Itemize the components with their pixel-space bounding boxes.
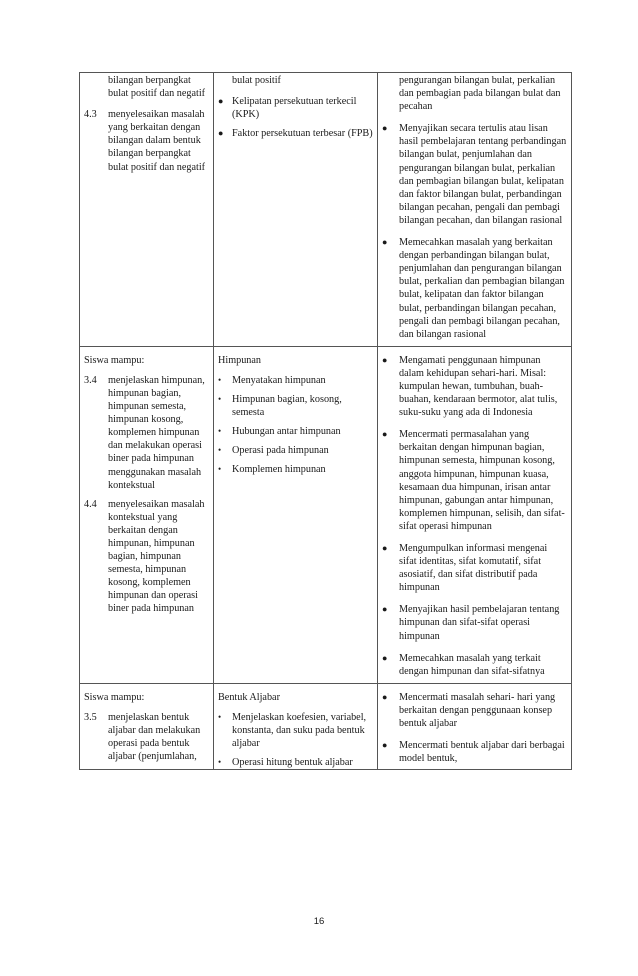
bullet-icon: ●	[382, 652, 388, 663]
bullet-icon: •	[218, 426, 222, 437]
pembelajaran-cell	[378, 683, 572, 769]
kompetensi-dasar-cell	[80, 346, 214, 683]
bullet-icon: ●	[218, 96, 224, 107]
kd-number: 4.4	[84, 498, 97, 510]
bullet-icon: ●	[382, 604, 388, 615]
materi-cell	[214, 346, 378, 683]
table-row	[80, 683, 572, 769]
continued-text: pengurangan bilangan bulat, perkalian dan pembagian pada bilangan bulat dan pecahan	[399, 75, 561, 113]
bullet-icon: ●	[382, 691, 388, 702]
row-lead: Siswa mampu:	[84, 691, 145, 703]
bullet-icon: ●	[382, 123, 388, 134]
list-item: ● Menyajikan secara tertulis atau lisan hasil pembelajaran tentang perbandingan bilangan bulat, penjumlahan dan pengurangan bilangan bulat, perkalian dan pembagian bilangan bulat, kelipatan dan faktor bilangan bulat, perbandingan bilangan pecahan, pengali dan pembagi bilangan pecahan, dan bilangan rasional	[382, 123, 567, 226]
list-item: • Hubungan antar himpunan	[218, 426, 341, 438]
list-item: • Operasi pada himpunan	[218, 445, 329, 457]
row-lead: Siswa mampu:	[84, 354, 145, 366]
topic-title: Bentuk Aljabar	[218, 691, 280, 703]
list-item: ● Mencermati masalah sehari- hari yang berkaitan dengan penggunaan konsep bentuk aljabar	[382, 691, 556, 730]
bullet-icon: •	[218, 374, 222, 385]
table-row	[80, 73, 572, 347]
list-item: • Menjelaskan koefesien, variabel, konstanta, dan suku pada bentuk aljabar	[218, 711, 367, 750]
list-item: ● Memecahkan masalah yang terkait dengan himpunan dan sifat-sifatnya	[382, 652, 545, 677]
list-item: ● Kelipatan persekutuan terkecil (KPK)	[218, 96, 357, 121]
list-item: ● Mencermati bentuk aljabar dari berbagai model bentuk,	[382, 740, 565, 765]
list-item: • Menyatakan himpunan	[218, 374, 326, 386]
table-row	[80, 346, 572, 683]
pembelajaran-cell	[378, 73, 572, 347]
list-item: ● Mengumpulkan informasi mengenai sifat identitas, sifat komutatif, sifat asosiatif, dan sifat distributif pada himpunan	[382, 543, 548, 594]
list-item: ● Mengamati penggunaan himpunan dalam kehidupan sehari-hari. Misal: kumpulan hewan, tumbuhan, buah-buahan, kendaraan bermotor, alat tulis, suku-suku yang ada di Indonesia	[382, 354, 558, 419]
bullet-icon: ●	[218, 128, 224, 139]
list-item: • Himpunan bagian, kosong, semesta	[218, 393, 342, 419]
kd-number: 3.5	[84, 711, 97, 723]
bullet-icon: ●	[382, 429, 388, 440]
bullet-icon: •	[218, 757, 222, 768]
curriculum-table	[79, 72, 572, 770]
page-number: 16	[313, 916, 325, 927]
materi-cell	[214, 683, 378, 769]
kd-item	[84, 108, 209, 173]
list-item: ● Menyajikan hasil pembelajaran tentang himpunan dan sifat-sifat operasi himpunan	[382, 604, 560, 642]
materi-cell	[214, 73, 378, 347]
list-item: ● Faktor persekutuan terbesar (FPB)	[218, 128, 373, 140]
kd-item	[84, 374, 209, 492]
bullet-icon: ●	[382, 740, 388, 751]
kd-text: menjelaskan bentuk aljabar dan melakukan operasi pada bentuk aljabar (penjumlahan,	[108, 711, 201, 763]
kompetensi-dasar-cell	[80, 73, 214, 347]
pembelajaran-cell	[378, 346, 572, 683]
bullet-icon: •	[218, 393, 222, 404]
bullet-icon: ●	[382, 237, 388, 248]
kd-item	[84, 711, 209, 763]
bullet-icon: •	[218, 464, 222, 475]
kd-number: 4.3	[84, 109, 97, 121]
kd-text: menyelesaikan masalah yang berkaitan dengan bilangan dalam bentuk bilangan berpangkat bulat positif dan negatif	[108, 109, 206, 173]
continued-text: bilangan berpangkat bulat positif dan negatif	[108, 75, 206, 100]
continued-text: bulat positif	[232, 75, 281, 86]
list-item: • Komplemen himpunan	[218, 464, 326, 476]
bullet-icon: •	[218, 711, 222, 722]
bullet-icon: ●	[382, 543, 388, 553]
list-item: ● Memecahkan masalah yang berkaitan dengan perbandingan bilangan bulat, penjumlahan dan pengurangan bilangan bulat, perkalian dan pembagian bilangan bulat, kelipatan dan faktor bilangan bulat, perbandingan bilangan pecahan, pengali dan pembagi bilangan pecahan, dan bilangan rasional	[382, 237, 565, 340]
list-item: ● Mencermati permasalahan yang berkaitan dengan himpunan bagian, himpunan semesta, himpunan kosong, anggota himpunan, himpunan kuasa, kesamaan dua himpunan, irisan antar himpunan, gabungan antar himpunan, komplemen himpunan, selisih, dan sifat-sifat operasi himpunan	[382, 429, 565, 532]
bullet-icon: •	[218, 445, 222, 456]
kd-number: 3.4	[84, 374, 97, 386]
kd-item	[84, 498, 209, 616]
topic-title: Himpunan	[218, 354, 262, 366]
bullet-icon: ●	[382, 354, 388, 365]
list-item: • Operasi hitung bentuk aljabar	[218, 757, 353, 769]
kd-text: menyelesaikan masalah kontekstual yang berkaitan dengan himpunan, himpunan bagian, himpunan semesta, himpunan kosong, komplemen himpunan dan operasi biner pada himpunan	[108, 498, 205, 615]
kd-text: menjelaskan himpunan, himpunan bagian, himpunan semesta, himpunan kosong, komplemen himpunan dan melakukan operasi biner pada himpunan menggunakan masalah kontekstual	[108, 374, 205, 491]
kompetensi-dasar-cell	[80, 683, 214, 769]
